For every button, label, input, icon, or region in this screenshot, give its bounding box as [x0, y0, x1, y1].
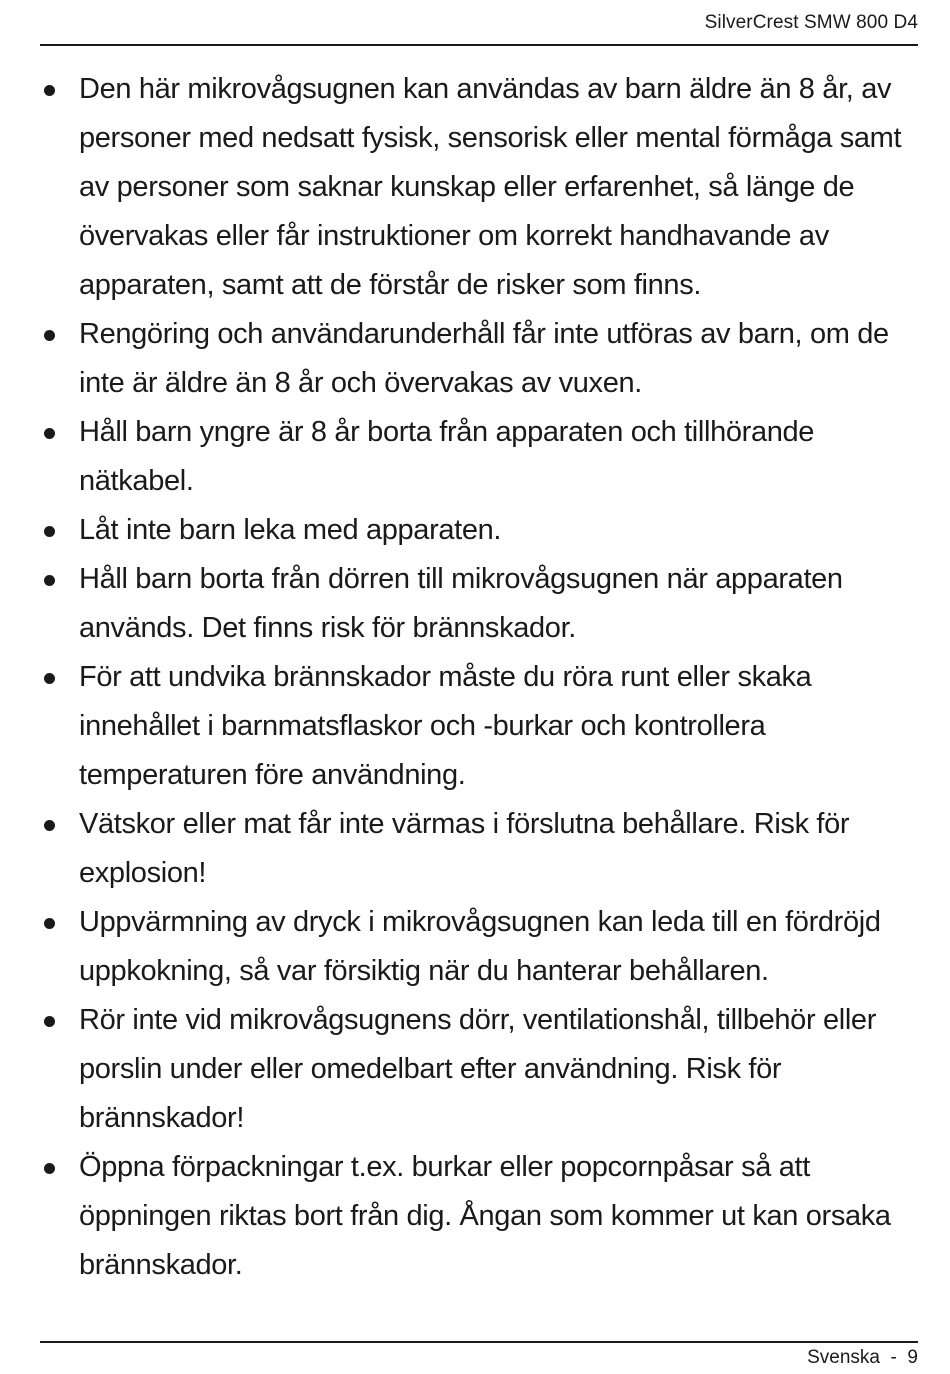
page-number: Svenska - 9: [807, 1347, 918, 1368]
list-item: [40, 996, 920, 1143]
bullet-icon: [44, 428, 55, 439]
bullet-icon: [44, 1163, 55, 1174]
list-item: [40, 65, 920, 310]
list-item-text: Låt inte barn leka med apparaten.: [79, 514, 502, 546]
list-item-text: Uppvärmning av dryck i mikrovågsugnen kan leda till en fördröjd uppkokning, så var försiktig när du hanterar behållaren.: [79, 906, 881, 987]
page-header-model: SilverCrest SMW 800 D4: [704, 12, 918, 33]
list-item: [40, 408, 920, 506]
list-item-text: Den här mikrovågsugnen kan användas av barn äldre än 8 år, av personer med nedsatt fysisk, sensorisk eller mental förmåga samt av personer som saknar kunskap eller erfarenhet, så länge de övervakas eller får instruktioner om korrekt handhavande av apparaten, samt att de förstår de risker som finns.: [79, 73, 902, 301]
list-item-text: Öppna förpackningar t.ex. burkar eller popcornpåsar så att öppningen riktas bort från dig. Ångan som kommer ut kan orsaka brännskador.: [79, 1151, 891, 1281]
list-item: [40, 653, 920, 800]
bullet-icon: [44, 820, 55, 831]
header-divider: [40, 44, 918, 46]
bullet-icon: [44, 85, 55, 96]
list-item-text: Håll barn yngre är 8 år borta från apparaten och tillhörande nätkabel.: [79, 416, 815, 497]
bullet-icon: [44, 918, 55, 929]
list-item: [40, 310, 920, 408]
list-item: [40, 800, 920, 898]
list-item-text: För att undvika brännskador måste du röra runt eller skaka innehållet i barnmatsflaskor och -burkar och kontrollera temperaturen före användning.: [79, 661, 812, 791]
list-item-text: Vätskor eller mat får inte värmas i förslutna behållare. Risk för explosion!: [79, 808, 850, 889]
footer-divider: [40, 1341, 918, 1343]
bullet-icon: [44, 575, 55, 586]
list-item-text: Rengöring och användarunderhåll får inte utföras av barn, om de inte är äldre än 8 år och övervakas av vuxen.: [79, 318, 889, 399]
bullet-icon: [44, 330, 55, 341]
bullet-icon: [44, 526, 55, 537]
list-item-text: Rör inte vid mikrovågsugnens dörr, ventilationshål, tillbehör eller porslin under eller omedelbart efter användning. Risk för brännskador!: [79, 1004, 877, 1134]
bullet-icon: [44, 1016, 55, 1027]
bullet-icon: [44, 673, 55, 684]
list-item-text: Håll barn borta från dörren till mikrovågsugnen när apparaten används. Det finns risk för brännskador.: [79, 563, 843, 644]
list-item: [40, 506, 920, 555]
list-item: [40, 555, 920, 653]
safety-instructions-list: [40, 65, 920, 1290]
list-item: [40, 1143, 920, 1290]
list-item: [40, 898, 920, 996]
